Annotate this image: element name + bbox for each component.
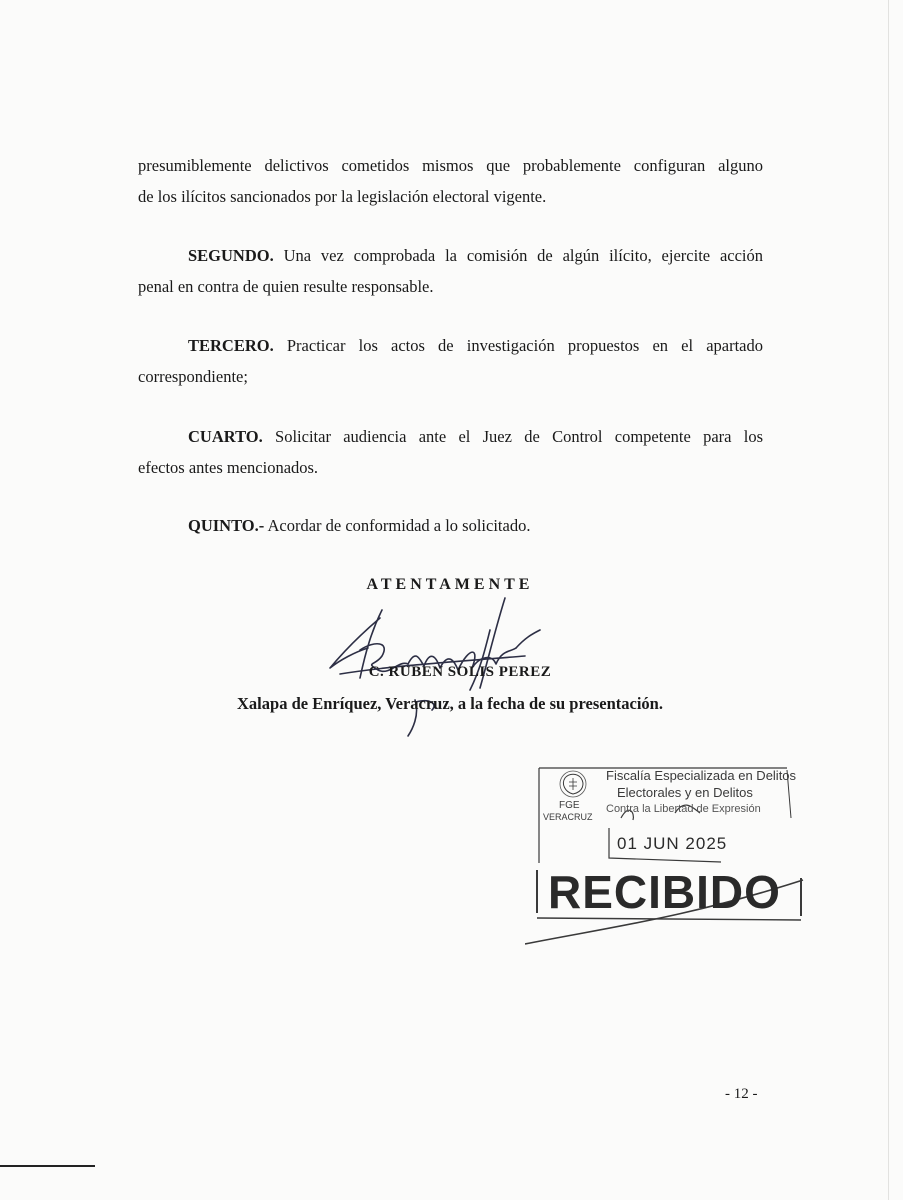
paragraph-text: Practicar los actos de investigación propuestos en el apartado bbox=[286, 336, 764, 355]
paragraph-line bbox=[138, 421, 763, 452]
paragraph-segundo bbox=[138, 240, 763, 302]
signer-name: C. RUBEN SOLIS PEREZ bbox=[368, 664, 552, 680]
paragraph-continuation bbox=[138, 150, 763, 212]
paragraph-heading: TERCERO. bbox=[188, 336, 274, 355]
stamp-date: 01 JUN 2025 bbox=[617, 834, 728, 853]
page-number: - 12 - bbox=[725, 1086, 758, 1102]
paragraph-line bbox=[138, 510, 763, 541]
paragraph-heading: CUARTO. bbox=[188, 427, 263, 446]
paragraph-line: penal en contra de quien resulte responsable. bbox=[138, 277, 434, 296]
bottom-edge-mark bbox=[0, 1165, 95, 1167]
paragraph-quinto bbox=[138, 510, 763, 541]
stamp-state: VERACRUZ bbox=[543, 812, 593, 822]
paragraph-line: efectos antes mencionados. bbox=[138, 458, 319, 477]
page-edge-line bbox=[888, 0, 889, 1200]
place-and-date: Xalapa de Enríquez, Veracruz, a la fecha de su presentación. bbox=[237, 694, 663, 713]
stamp-received: RECIBIDO bbox=[548, 866, 781, 918]
paragraph-line bbox=[138, 240, 763, 271]
paragraph-cuarto bbox=[138, 421, 763, 483]
paragraph-tercero bbox=[138, 330, 763, 392]
paragraph-line: presumiblemente delictivos cometidos mismos que probablemente configuran alguno bbox=[138, 156, 763, 175]
closing-salutation: ATENTAMENTE bbox=[366, 576, 534, 593]
paragraph-text: Una vez comprobada la comisión de algún ilícito, ejercite acción bbox=[283, 246, 764, 265]
paragraph-text: Acordar de conformidad a lo solicitado. bbox=[267, 516, 531, 535]
stamp-office-line-1: Fiscalía Especializada en Delitos bbox=[606, 768, 797, 783]
paragraph-heading: SEGUNDO. bbox=[188, 246, 274, 265]
paragraph-heading: QUINTO.- bbox=[188, 516, 265, 535]
stamp-agency: FGE bbox=[559, 800, 580, 811]
paragraph-line bbox=[138, 330, 763, 361]
paragraph-line: de los ilícitos sancionados por la legislación electoral vigente. bbox=[138, 187, 547, 206]
stamp-office-line-2: Electorales y en Delitos bbox=[617, 785, 753, 800]
stamp-office-line-3: Contra la Libertad de Expresión bbox=[606, 803, 761, 815]
paragraph-text: Solicitar audiencia ante el Juez de Control competente para los bbox=[275, 427, 764, 446]
paragraph-line: correspondiente; bbox=[138, 367, 248, 386]
